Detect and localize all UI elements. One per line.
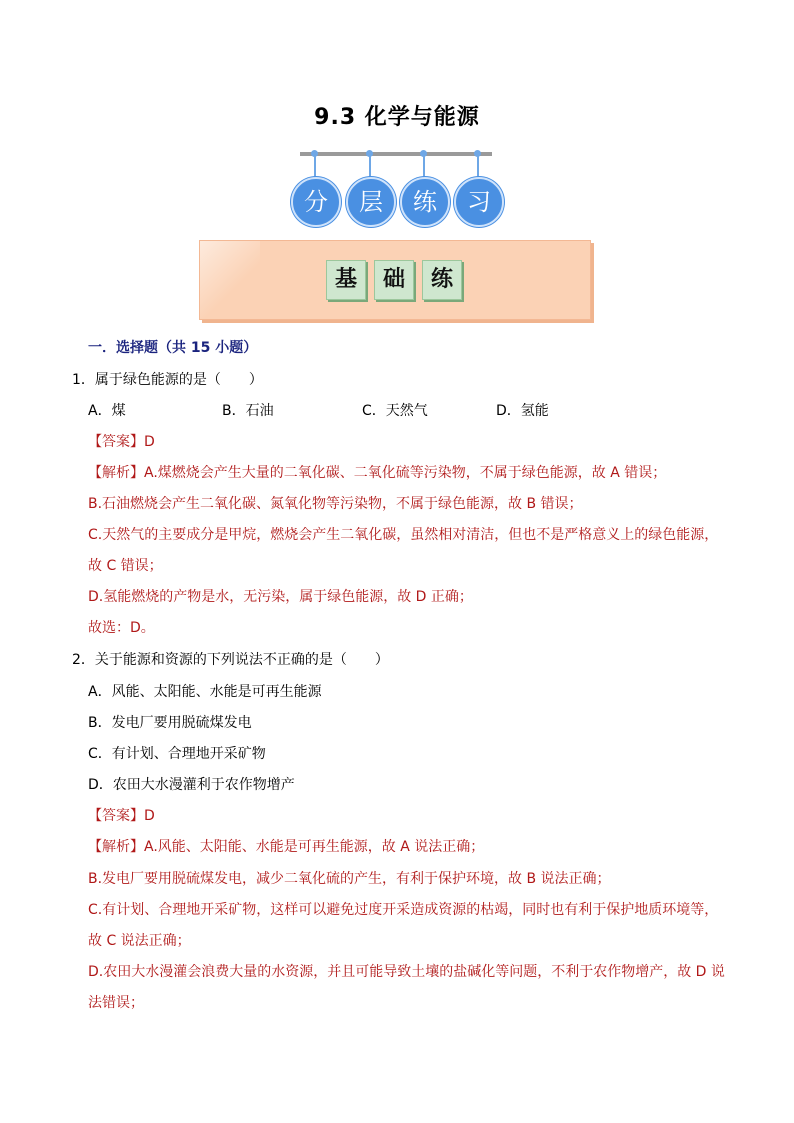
answer: 【答案】D xyxy=(88,434,155,450)
section-banner xyxy=(199,240,591,320)
answer: 【答案】D xyxy=(88,808,155,824)
question-stem: 2．关于能源和资源的下列说法不正确的是（ ） xyxy=(72,652,389,668)
analysis-line xyxy=(88,836,484,856)
banner-tile: 基 xyxy=(326,260,366,300)
analysis-line: B.发电厂要用脱硫煤发电，减少二氧化硫的产生，有利于保护环境，故 B 说法正确； xyxy=(88,871,611,887)
option: D．氢能 xyxy=(496,403,549,419)
practice-circle: 习 xyxy=(454,177,504,227)
option: A．风能、太阳能、水能是可再生能源 xyxy=(88,684,322,700)
banner-highlight xyxy=(200,241,260,319)
analysis-label: 【解析】 xyxy=(88,465,144,481)
practice-circle: 练 xyxy=(400,177,450,227)
analysis-line: B.石油燃烧会产生二氧化碳、氮氧化物等污染物，不属于绿色能源，故 B 错误； xyxy=(88,496,583,512)
analysis-line xyxy=(88,462,666,482)
analysis-text: A.煤燃烧会产生大量的二氧化碳、二氧化硫等污染物，不属于绿色能源，故 A 错误； xyxy=(144,465,667,481)
practice-circle: 层 xyxy=(346,177,396,227)
analysis-line: 故 C 说法正确； xyxy=(88,933,191,949)
analysis-line: 法错误； xyxy=(88,995,144,1011)
option: A．煤 xyxy=(88,403,126,419)
analysis-line: 故选：D。 xyxy=(88,620,155,636)
option: C．天然气 xyxy=(362,403,428,419)
analysis-line: C.天然气的主要成分是甲烷，燃烧会产生二氧化碳，虽然相对清洁，但也不是严格意义上的绿色能源， xyxy=(88,527,719,543)
practice-circle: 分 xyxy=(291,177,341,227)
option: B．发电厂要用脱硫煤发电 xyxy=(88,715,252,731)
section-heading: 一．选择题（共 15 小题） xyxy=(88,340,258,356)
page-title: 9.3 化学与能源 xyxy=(314,105,480,130)
option: B．石油 xyxy=(222,403,274,419)
option: C．有计划、合理地开采矿物 xyxy=(88,746,266,762)
analysis-label: 【解析】 xyxy=(88,839,144,855)
analysis-line: D.氢能燃烧的产物是水，无污染，属于绿色能源，故 D 正确； xyxy=(88,589,473,605)
banner-tile: 练 xyxy=(422,260,462,300)
question-stem: 1．属于绿色能源的是（ ） xyxy=(72,372,263,388)
analysis-line: D.农田大水漫灌会浪费大量的水资源，并且可能导致土壤的盐碱化等问题，不利于农作物增产，故 D 说 xyxy=(88,964,725,980)
analysis-text: A.风能、太阳能、水能是可再生能源，故 A 说法正确； xyxy=(144,839,485,855)
option: D．农田大水漫灌利于农作物增产 xyxy=(88,777,295,793)
analysis-line: 故 C 错误； xyxy=(88,558,163,574)
analysis-line: C.有计划、合理地开采矿物，这样可以避免过度开采造成资源的枯竭，同时也有利于保护地质环境等， xyxy=(88,902,719,918)
practice-hanger-bar xyxy=(300,152,492,156)
banner-tile: 础 xyxy=(374,260,414,300)
